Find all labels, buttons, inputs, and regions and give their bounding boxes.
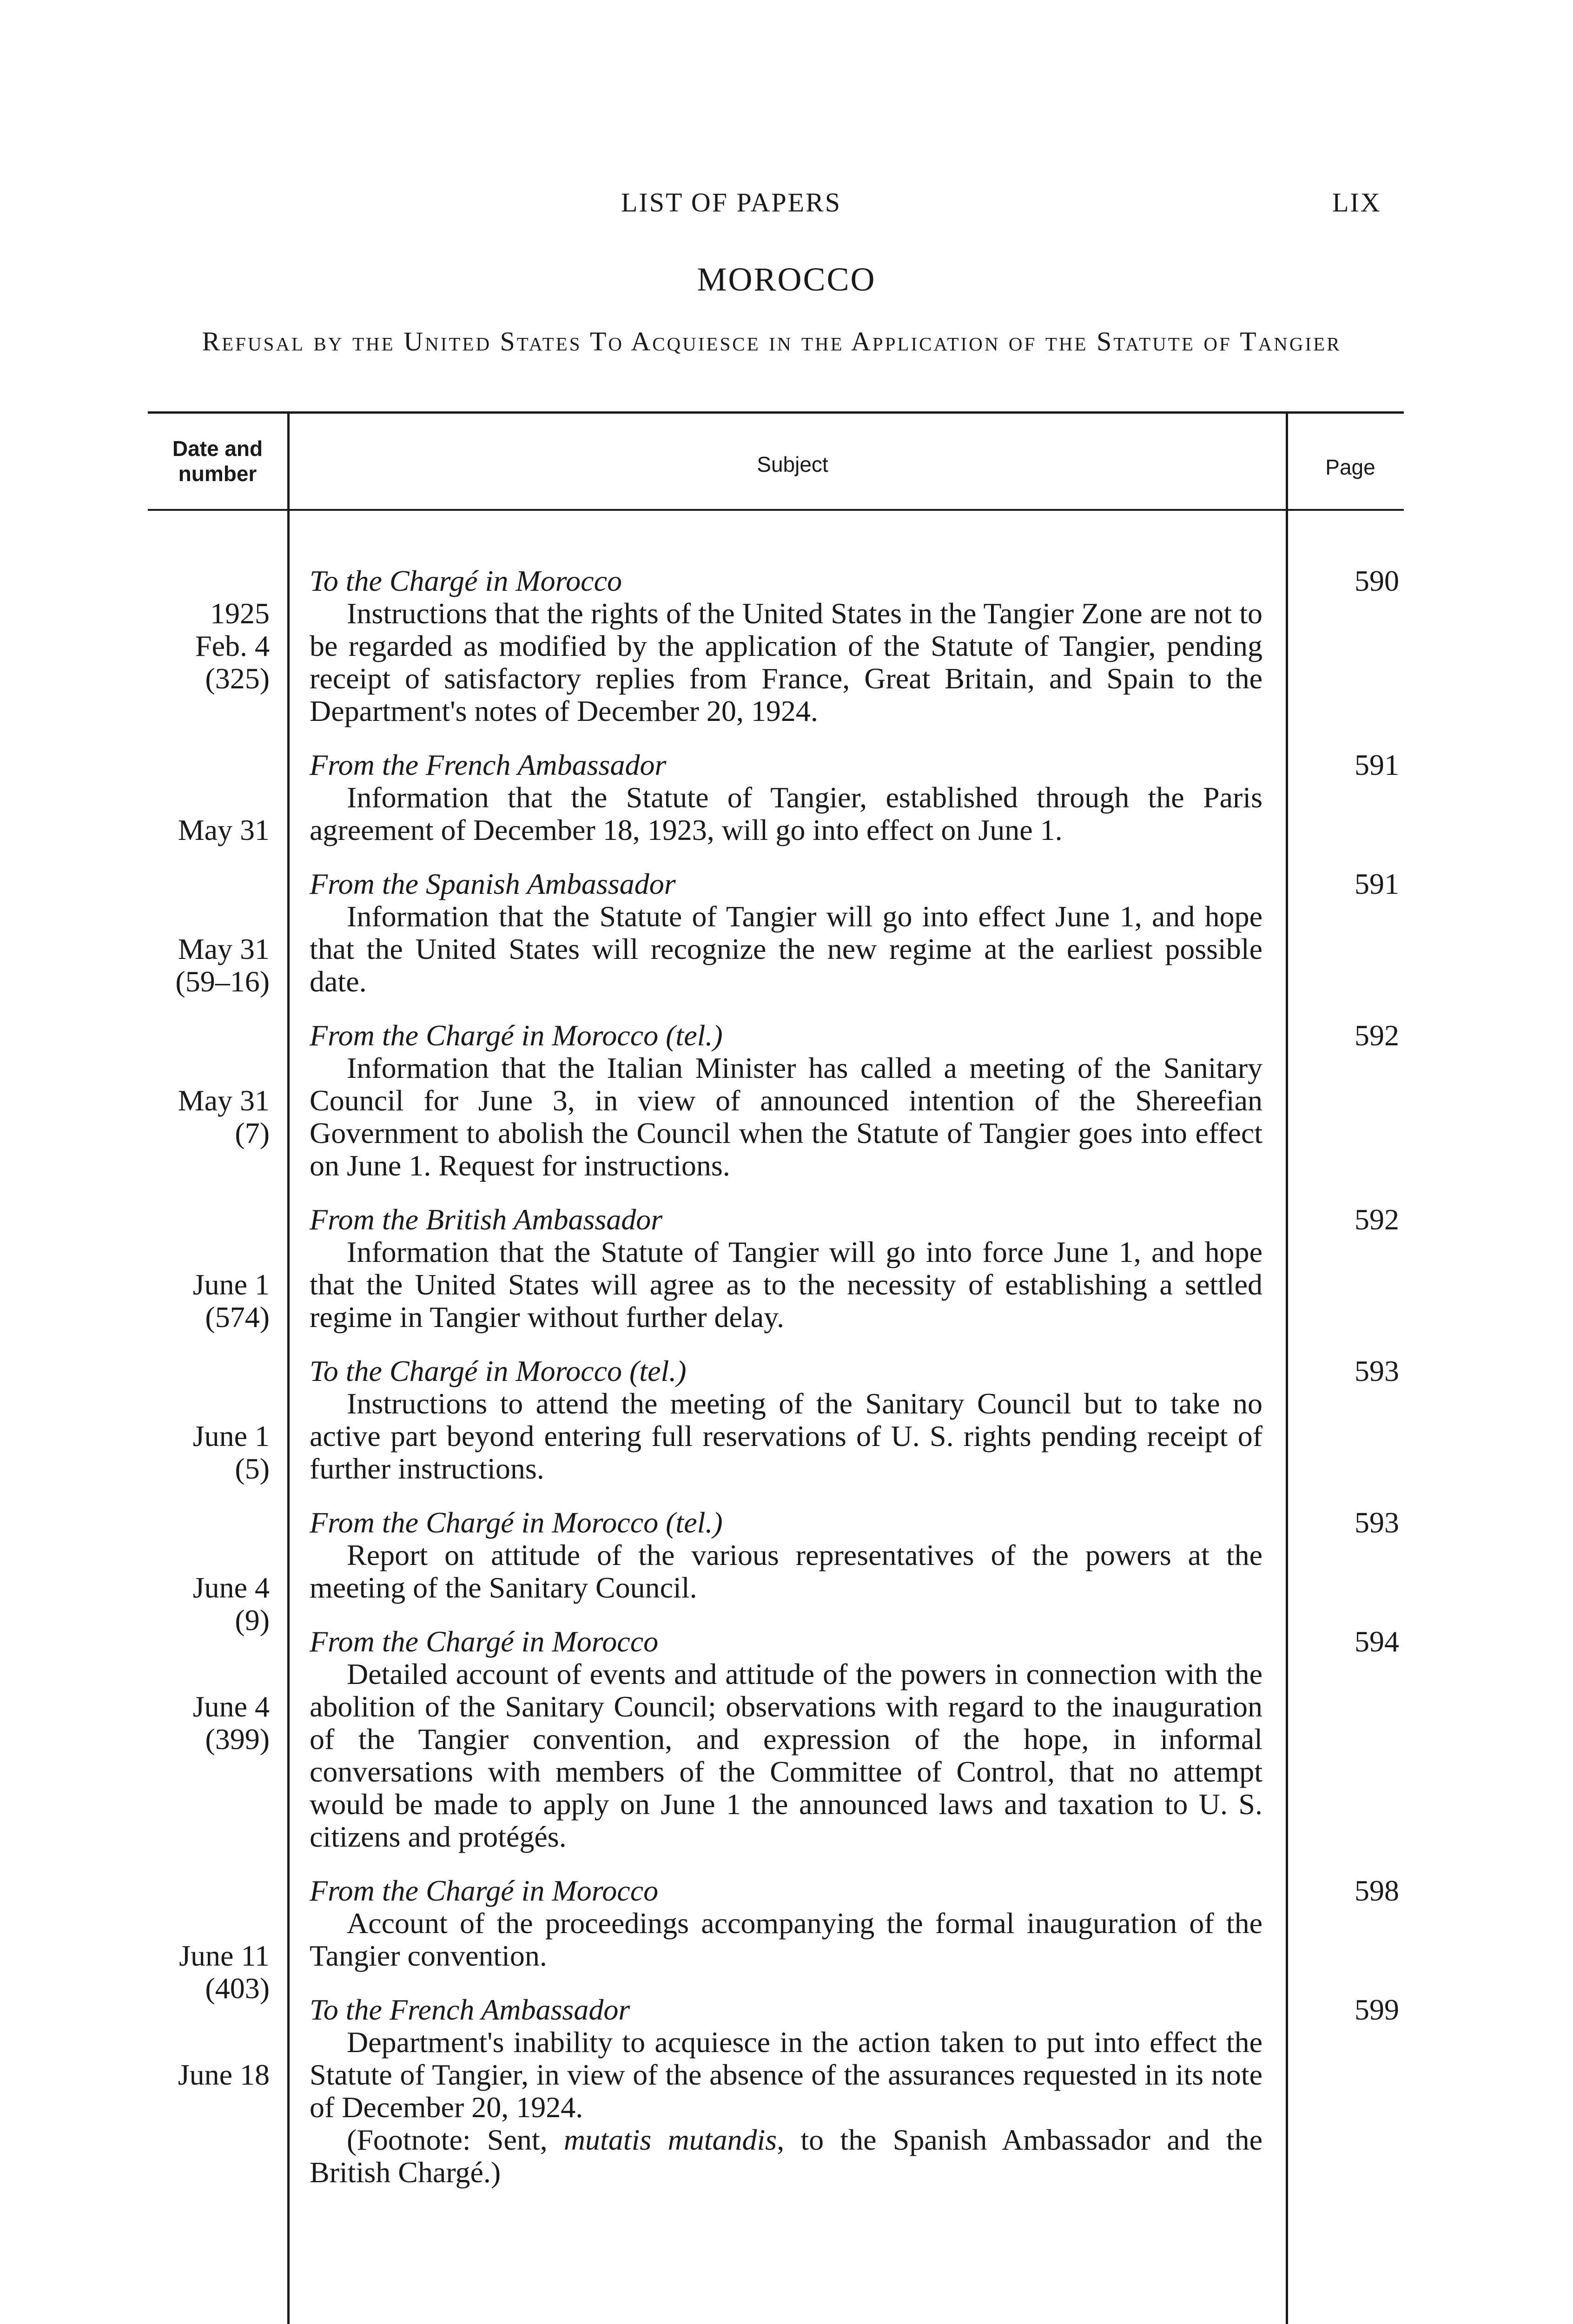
entry-number: (325) [205,662,270,695]
entry-footnote: (Footnote: Sent, mutatis mutandis, to the Spanish Ambassador and the British Chargé.) [310,2123,1263,2189]
entry-number: (574) [205,1301,270,1334]
entry-summary: Instructions that the rights of the United States in the Tangier Zone are not to be regarded as modified by the application of the Statute of Tangier, pending receipt of satisfactory replies from France, Great Britain, and Spain to the Department's notes of December 20, 1924. [310,597,1262,727]
entry-subject [310,1994,1262,2189]
entry-day: Feb. 4 [195,629,270,662]
list-item [0,1994,1573,2189]
entry-summary: Detailed account of events and attitude of the powers in connection with the abolition of the Sanitary Council; observations with regard to the inauguration of the Tangier convention, and expression of the hope, in informal conversations with members of the Committee of Control, that no attempt would be made to apply on June 1 the announced laws and taxation to U. S. citizens and protégés. [310,1657,1262,1853]
entry-day: June 1 [192,1268,270,1301]
table-header-rule [148,509,1404,511]
section-subtitle: Refusal by the United States To Acquiesce in the Application of the Statute of Tangier [202,326,1342,357]
page-number: LIX [1332,187,1381,218]
entry-page: 590 [1355,564,1399,597]
entry-date [148,1625,270,1821]
papers-list [0,532,1573,2210]
entry-addressee: To the Chargé in Morocco [310,564,622,597]
entry-page: 591 [1355,867,1399,900]
entry-addressee: From the Chargé in Morocco [310,1625,659,1658]
entry-day: May 31 [178,1084,270,1117]
entry-day: June 1 [192,1419,270,1452]
entry-page: 593 [1355,1506,1399,1539]
entry-day: May 31 [178,813,270,846]
entry-page: 591 [1355,748,1399,781]
entry-number: (7) [235,1116,270,1149]
entry-summary: Information that the Statute of Tangier will go into force June 1, and hope that the United States will agree as to the necessity of establishing a settled regime in Tangier without further delay. [310,1235,1262,1334]
entry-subject [310,1355,1262,1485]
entry-date [148,532,270,760]
list-item [0,1019,1573,1182]
entry-subject [310,1506,1262,1604]
column-header-subject: Subject [757,452,828,476]
entry-page: 592 [1355,1019,1399,1052]
entry-summary: Information that the Italian Minister has called a meeting of the Sanitary Council for June 3, in view of announced intention of the Shereefian Government to abolish the Council when the Statute of Tangier goes into effect on June 1. Request for instructions. [310,1051,1262,1182]
running-head [0,187,1573,219]
entry-date [148,1019,270,1215]
running-head-title: LIST OF PAPERS [621,187,841,218]
entry-subject [310,868,1262,998]
entry-number: (403) [205,1972,270,2005]
column-header-date: Date and number [172,436,263,486]
entry-addressee: From the Chargé in Morocco [310,1874,659,1907]
entry-addressee: From the Chargé in Morocco (tel.) [310,1506,723,1539]
entry-addressee: To the French Ambassador [310,1993,630,2026]
entry-summary: Information that the Statute of Tangier, established through the Paris agreement of December 18, 1923, will go into effect on June 1. [310,781,1262,846]
list-item [0,868,1573,998]
entry-summary: Department's inability to acquiesce in the action taken to put into effect the Statute of Tangier, in view of the absence of the assurances requested in its note of December 20, 1924. [310,2026,1262,2124]
list-item [0,1625,1573,1853]
entry-page: 598 [1355,1874,1399,1907]
section-title: MOROCCO [697,261,876,298]
entry-subject [310,532,1262,727]
entry-addressee: From the Chargé in Morocco (tel.) [310,1019,723,1052]
list-item [0,1355,1573,1485]
entry-page: 593 [1355,1354,1399,1387]
entry-day: June 4 [192,1690,270,1723]
entry-year: 1925 [210,597,270,630]
entry-subject [310,1625,1262,1853]
entry-addressee: From the French Ambassador [310,748,667,781]
list-item [0,1203,1573,1334]
list-item [0,1874,1573,2005]
table-top-rule [148,411,1404,414]
list-item [0,1506,1573,1637]
entry-summary: Account of the proceedings accompanying the formal inauguration of the Tangier convention. [310,1907,1262,1972]
entry-number: (9) [235,1604,270,1637]
entry-summary: Report on attitude of the various representatives of the powers at the meeting of the Sanitary Council. [310,1538,1262,1604]
entry-number: (399) [205,1723,270,1756]
entry-addressee: To the Chargé in Morocco (tel.) [310,1354,687,1387]
entry-number: (59–16) [175,965,270,998]
list-item [0,532,1573,727]
entry-number: (5) [235,1452,270,1485]
entry-page: 599 [1355,1993,1399,2026]
entry-page: 594 [1355,1625,1399,1658]
entry-day: May 31 [178,932,270,965]
entry-addressee: From the British Ambassador [310,1203,663,1236]
entry-day: June 18 [178,2058,270,2091]
entry-day: June 4 [192,1571,270,1604]
entry-day: June 11 [179,1939,270,1972]
entry-addressee: From the Spanish Ambassador [310,867,676,900]
entry-summary: Information that the Statute of Tangier will go into effect June 1, and hope that the United States will recognize the new regime at the earliest possible date. [310,900,1262,998]
list-item [0,749,1573,846]
entry-subject [310,1019,1262,1182]
entry-date [148,1994,270,2156]
entry-subject [310,1875,1262,1972]
entry-subject [310,1203,1262,1334]
entry-summary: Instructions to attend the meeting of the Sanitary Council but to take no active part beyond entering full reservations of U. S. rights pending receipt of further instructions. [310,1387,1262,1485]
entry-page: 592 [1355,1203,1399,1236]
entry-subject [310,749,1262,846]
column-header-page: Page [1325,455,1375,479]
